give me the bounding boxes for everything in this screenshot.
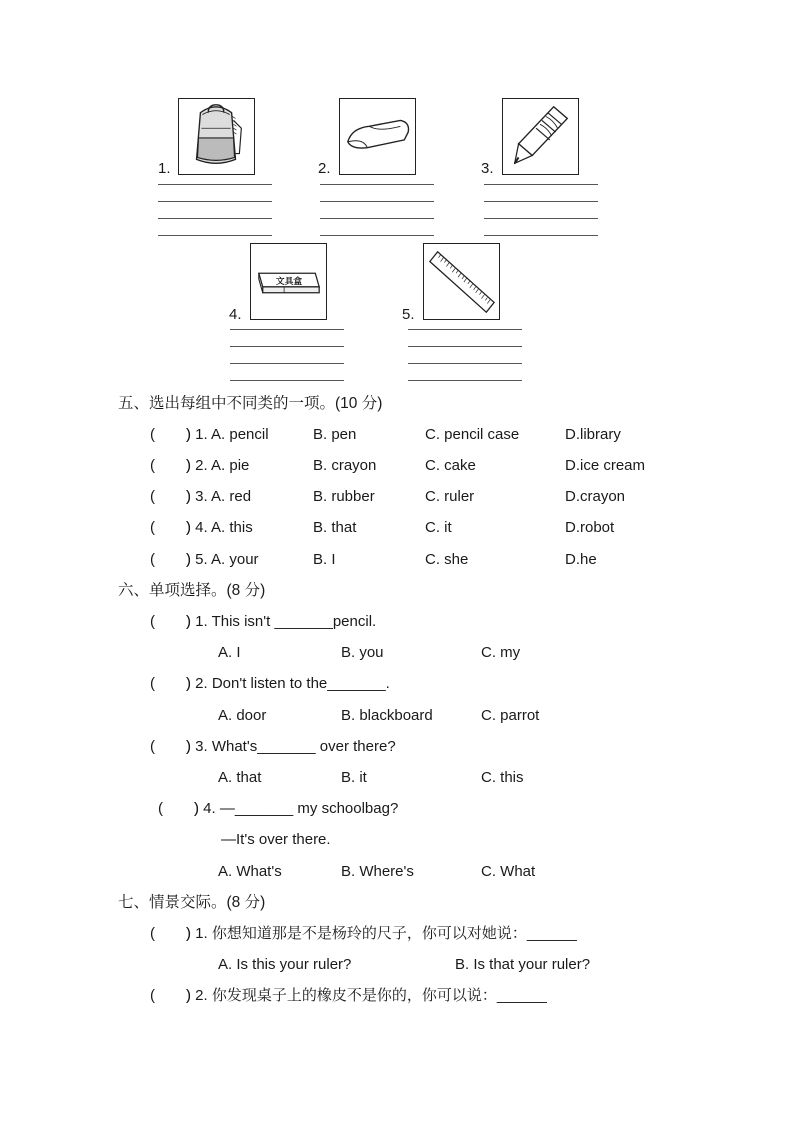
question-stem: ) 1. 你想知道那是不是杨玲的尺子，你可以对她说：______ <box>186 925 577 942</box>
writing-line[interactable] <box>408 363 522 364</box>
picture-box-2 <box>339 98 416 175</box>
option-d: D.he <box>565 551 597 568</box>
option-c: C. ruler <box>425 488 475 505</box>
option-b: B. Is that your ruler? <box>455 956 591 973</box>
section-6-title: 六、单项选择。(8 分) <box>118 582 266 599</box>
picture-number-5: 5. <box>402 306 415 323</box>
writing-line[interactable] <box>408 346 522 347</box>
option-c: C. she <box>425 551 469 568</box>
option-c: C. this <box>481 769 524 786</box>
option-c: C. cake <box>425 457 476 474</box>
writing-line[interactable] <box>158 201 272 202</box>
writing-line[interactable] <box>320 235 434 236</box>
answer-bracket[interactable] <box>150 613 155 630</box>
answer-bracket[interactable] <box>150 426 155 443</box>
option-d: D.ice cream <box>565 457 646 474</box>
writing-line[interactable] <box>320 201 434 202</box>
option-d: D.robot <box>565 519 615 536</box>
question-stem: ) 4. —_______ my schoolbag? <box>194 800 399 817</box>
answer-bracket[interactable] <box>150 738 155 755</box>
answer-bracket[interactable] <box>150 987 155 1004</box>
picture-box-5 <box>423 243 500 320</box>
option-c: C. pencil case <box>425 426 520 443</box>
writing-line[interactable] <box>230 329 344 330</box>
ruler-icon <box>424 244 499 319</box>
writing-line[interactable] <box>158 235 272 236</box>
question-stem: ) 3. What's_______ over there? <box>186 738 396 755</box>
writing-line[interactable] <box>230 346 344 347</box>
option-c: C. my <box>481 644 521 661</box>
picture-number-4: 4. <box>229 306 242 323</box>
option-b: B. it <box>341 769 367 786</box>
answer-bracket[interactable] <box>150 488 155 505</box>
picture-box-4 <box>250 243 327 320</box>
writing-line[interactable] <box>320 184 434 185</box>
picture-number-1: 1. <box>158 160 171 177</box>
crayon-icon <box>503 99 578 174</box>
picture-number-2: 2. <box>318 160 331 177</box>
writing-line[interactable] <box>158 218 272 219</box>
answer-bracket[interactable] <box>150 551 155 568</box>
writing-line[interactable] <box>484 235 598 236</box>
option-c: C. What <box>481 863 536 880</box>
picture-box-1 <box>178 98 255 175</box>
writing-line[interactable] <box>320 218 434 219</box>
option-a: A. I <box>218 644 241 661</box>
writing-line[interactable] <box>484 201 598 202</box>
option-d: D.crayon <box>565 488 626 505</box>
question-stem: ) 2. A. pie <box>186 457 250 474</box>
option-b: B. you <box>341 644 384 661</box>
writing-line[interactable] <box>230 380 344 381</box>
writing-line[interactable] <box>158 184 272 185</box>
option-a: A. What's <box>218 863 282 880</box>
writing-line[interactable] <box>230 363 344 364</box>
option-b: B. I <box>313 551 336 568</box>
dialogue-reply: —It's over there. <box>221 831 331 848</box>
option-a: A. Is this your ruler? <box>218 956 352 973</box>
option-b: B. crayon <box>313 457 377 474</box>
writing-line[interactable] <box>408 380 522 381</box>
answer-bracket[interactable] <box>150 925 155 942</box>
answer-bracket[interactable] <box>150 457 155 474</box>
pencil-case-icon <box>251 244 326 319</box>
question-stem: ) 1. This isn't _______pencil. <box>186 613 377 630</box>
option-b: B. that <box>313 519 357 536</box>
option-c: C. it <box>425 519 452 536</box>
eraser-icon <box>340 99 415 174</box>
option-b: B. blackboard <box>341 707 433 724</box>
section-5-title: 五、选出每组中不同类的一项。(10 分) <box>118 395 383 412</box>
option-c: C. parrot <box>481 707 540 724</box>
section-7-title: 七、情景交际。(8 分) <box>118 894 266 911</box>
option-b: B. rubber <box>313 488 375 505</box>
option-b: B. Where's <box>341 863 414 880</box>
option-d: D.library <box>565 426 621 443</box>
writing-line[interactable] <box>408 329 522 330</box>
picture-box-3 <box>502 98 579 175</box>
question-stem: ) 3. A. red <box>186 488 252 505</box>
answer-bracket[interactable] <box>150 519 155 536</box>
answer-bracket[interactable] <box>158 800 163 817</box>
picture-number-3: 3. <box>481 160 494 177</box>
question-stem: ) 2. Don't listen to the_______. <box>186 675 390 692</box>
option-a: A. that <box>218 769 262 786</box>
question-stem: ) 4. A. this <box>186 519 253 536</box>
question-stem: ) 5. A. your <box>186 551 259 568</box>
schoolbag-icon <box>179 99 254 174</box>
option-a: A. door <box>218 707 267 724</box>
answer-bracket[interactable] <box>150 675 155 692</box>
option-b: B. pen <box>313 426 357 443</box>
question-stem: ) 2. 你发现桌子上的橡皮不是你的，你可以说：______ <box>186 987 547 1004</box>
pencil-case-label: 文具盒 <box>275 276 303 287</box>
writing-line[interactable] <box>484 218 598 219</box>
question-stem: ) 1. A. pencil <box>186 426 269 443</box>
writing-line[interactable] <box>484 184 598 185</box>
